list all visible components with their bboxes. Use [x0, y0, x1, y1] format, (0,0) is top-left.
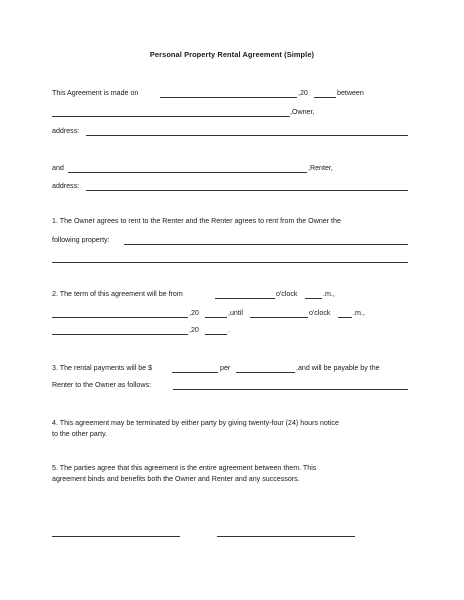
end-year-prefix: ,20: [189, 326, 199, 334]
and-label: and: [52, 164, 64, 172]
start-year-field[interactable]: [205, 317, 227, 318]
made-on-label: This Agreement is made on: [52, 89, 139, 97]
renter-name-field[interactable]: [68, 172, 307, 173]
clause4-line1: 4. This agreement may be terminated by either party by giving twenty-four (24) hours notice: [52, 419, 339, 427]
page-title: Personal Property Rental Agreement (Simple): [149, 50, 315, 59]
clause5-line2: agreement binds and benefits both the Owner and Renter and any successors.: [52, 475, 300, 483]
per-label: per: [220, 364, 231, 372]
following-property-label: following property:: [52, 236, 110, 244]
start-year-prefix: ,20: [189, 309, 199, 317]
property-field-1[interactable]: [124, 244, 408, 245]
renter-address-field[interactable]: [86, 190, 408, 191]
oclock-label-1: o'clock: [276, 290, 298, 298]
end-year-date-field[interactable]: [52, 334, 188, 335]
payment-period-field[interactable]: [236, 372, 295, 373]
end-ampm-field[interactable]: [338, 317, 352, 318]
end-year-field[interactable]: [205, 334, 227, 335]
period-label: .: [228, 326, 230, 334]
m-label-1: .m.,: [323, 290, 335, 298]
renter-label: ,Renter,: [308, 164, 333, 172]
clause3-line1: 3. The rental payments will be $: [52, 364, 153, 372]
owner-name-field[interactable]: [52, 116, 290, 117]
until-label: ,until: [228, 309, 243, 317]
property-field-2[interactable]: [52, 262, 408, 263]
owner-address-field[interactable]: [86, 135, 408, 136]
year-field[interactable]: [314, 97, 336, 98]
start-ampm-field[interactable]: [305, 298, 322, 299]
payment-terms-field[interactable]: [173, 389, 408, 390]
clause1-line1: 1. The Owner agrees to rent to the Renter and the Renter agrees to rent from the Owner the: [52, 217, 341, 225]
payment-amount-field[interactable]: [172, 372, 218, 373]
between-label: between: [337, 89, 364, 97]
clause5-line1: 5. The parties agree that this agreement is the entire agreement between them. This: [52, 464, 317, 472]
clause4-line2: to the other party.: [52, 430, 108, 438]
end-date-field[interactable]: [250, 317, 308, 318]
year-prefix: ,20: [298, 89, 308, 97]
m-label-2: .m.,: [353, 309, 365, 317]
renter-signature-line[interactable]: [217, 536, 355, 537]
oclock-label-2: o'clock: [309, 309, 331, 317]
start-date-field[interactable]: [215, 298, 275, 299]
payable-label: ,and will be payable by the: [296, 364, 380, 372]
clause2-line1: 2. The term of this agreement will be from: [52, 290, 183, 298]
owner-signature-line[interactable]: [52, 536, 180, 537]
clause3-line2: Renter to the Owner as follows:: [52, 381, 151, 389]
start-year-date-field[interactable]: [52, 317, 188, 318]
date-field[interactable]: [160, 97, 297, 98]
owner-label: ,Owner,: [290, 108, 315, 116]
owner-address-label: address:: [52, 127, 80, 135]
renter-address-label: address:: [52, 182, 80, 190]
